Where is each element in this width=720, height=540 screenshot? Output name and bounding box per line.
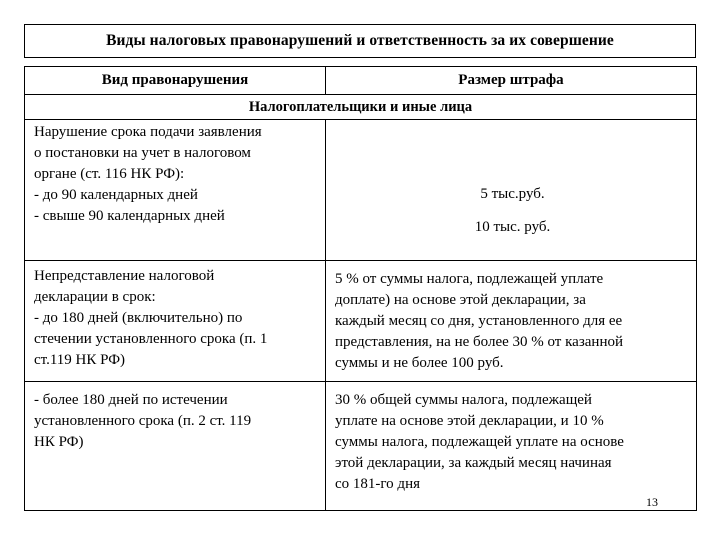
penalties-table — [24, 66, 697, 511]
text-line: каждый месяц со дня, установленного для ее — [335, 313, 623, 329]
violation-cell — [25, 261, 326, 382]
table-row — [25, 120, 697, 261]
text-line: со 181-го дня — [335, 476, 420, 492]
text-line: этой декларации, за каждый месяц начиная — [335, 455, 612, 471]
text-line: представления, на не более 30 % от казанной — [335, 334, 623, 350]
table-row — [25, 382, 697, 511]
text-line: органе (ст. 116 НК РФ): — [34, 166, 185, 182]
group-row — [25, 95, 697, 120]
text-line: стечении установленного срока (п. 1 — [34, 331, 268, 347]
text-line: установленного срока (п. 2 ст. 119 — [34, 413, 252, 429]
text-line: - более 180 дней по истечении — [34, 392, 228, 408]
header-fine: Размер штрафа — [326, 67, 697, 95]
fine-text: 5 тыс.руб. — [480, 186, 545, 202]
text-line: Непредставление налоговой — [34, 268, 215, 284]
slide-title: Виды налоговых правонарушений и ответственность за их совершение — [24, 24, 696, 58]
text-line: - до 90 календарных дней — [34, 187, 198, 203]
text-line: суммы и не более 100 руб. — [335, 355, 504, 371]
text-line: 5 % от суммы налога, подлежащей уплате — [335, 271, 604, 287]
fine-cell — [326, 261, 697, 382]
header-violation: Вид правонарушения — [25, 67, 326, 95]
text-line: Нарушение срока подачи заявления — [34, 124, 262, 140]
text-line: - до 180 дней (включительно) по — [34, 310, 243, 326]
violation-cell — [25, 120, 326, 261]
text-line: доплате) на основе этой декларации, за — [335, 292, 586, 308]
fine-text: 10 тыс. руб. — [474, 219, 551, 235]
text-line: НК РФ) — [34, 434, 84, 450]
page-number: 13 — [646, 495, 658, 509]
fine-cell — [326, 120, 697, 261]
text-line: декларации в срок: — [34, 289, 156, 305]
text-line: о постановки на учет в налоговом — [34, 145, 251, 161]
text-line: ст.119 НК РФ) — [34, 352, 126, 368]
fine-cell — [326, 382, 697, 511]
text-line: уплате на основе этой декларации, и 10 % — [335, 413, 604, 429]
table-header-row — [25, 67, 697, 95]
text-line: 30 % общей суммы налога, подлежащей — [335, 392, 592, 408]
violation-cell — [25, 382, 326, 511]
table-row — [25, 261, 697, 382]
text-line: - свыше 90 календарных дней — [34, 208, 225, 224]
group-label: Налогоплательщики и иные лица — [25, 95, 697, 120]
text-line: суммы налога, подлежащей уплате на основе — [335, 434, 624, 450]
